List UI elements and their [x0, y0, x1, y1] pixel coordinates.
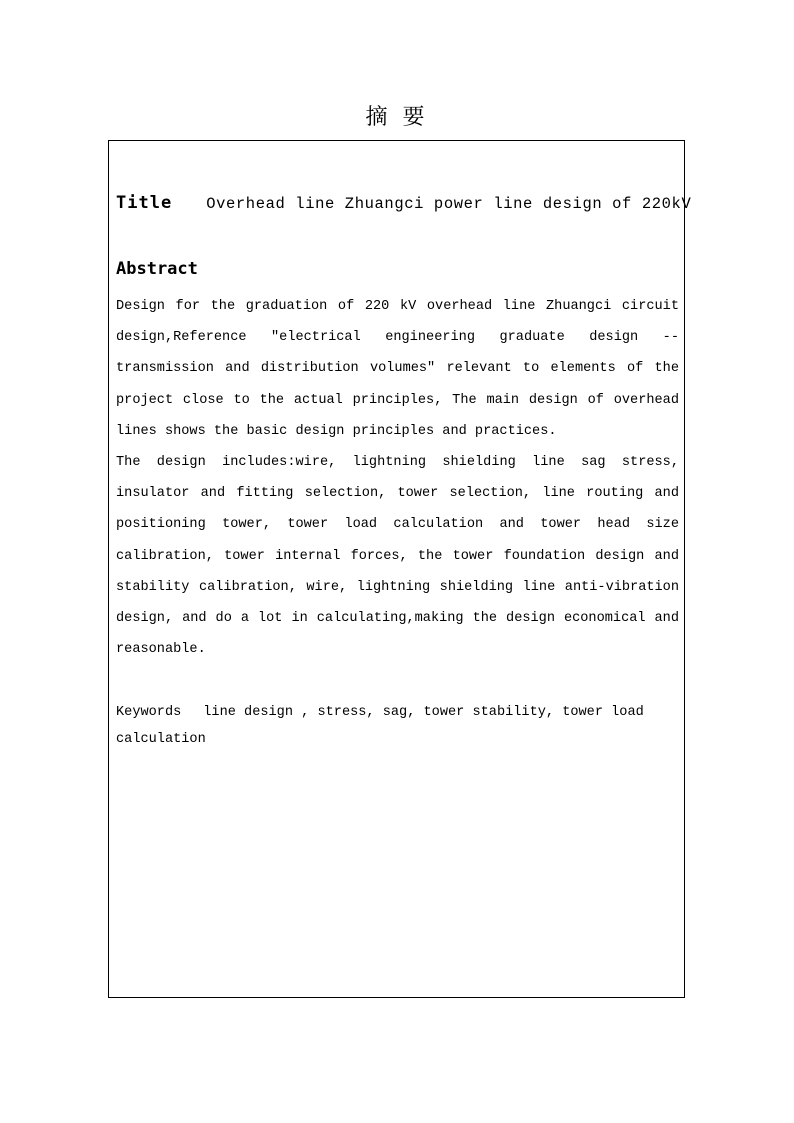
abstract-paragraph: The design includes:wire, lightning shielding line sag stress, insulator and fitting selection, tower selection, line routing and positioning tower, tower load calculation and tower head size calibration, tower internal forces, the tower foundation design and stability calibration, wire, lightning shielding line anti-vibration design, and do a lot in calculating,making the design economical and reasonable. — [116, 455, 679, 658]
title-text: Overhead line Zhuangci power line design of 220kV — [206, 195, 692, 213]
abstract-frame — [108, 140, 692, 998]
abstract-body — [116, 291, 679, 665]
title-row — [116, 193, 692, 213]
keywords-label: Keywords — [116, 705, 182, 720]
title-label: Title — [116, 193, 173, 213]
page-title: 摘 要 — [365, 105, 429, 130]
abstract-heading: Abstract — [116, 259, 198, 279]
keywords-text: line design , stress, sag, tower stability, tower load calculation — [116, 705, 644, 747]
abstract-paragraph: Design for the graduation of 220 kV overhead line Zhuangci circuit design,Reference "electrical engineering graduate design -- transmission and distribution volumes" relevant to elements of the project close to the actual principles, The main design of overhead lines shows the basic design principles and practices. — [116, 299, 679, 439]
keywords-row — [116, 699, 656, 753]
